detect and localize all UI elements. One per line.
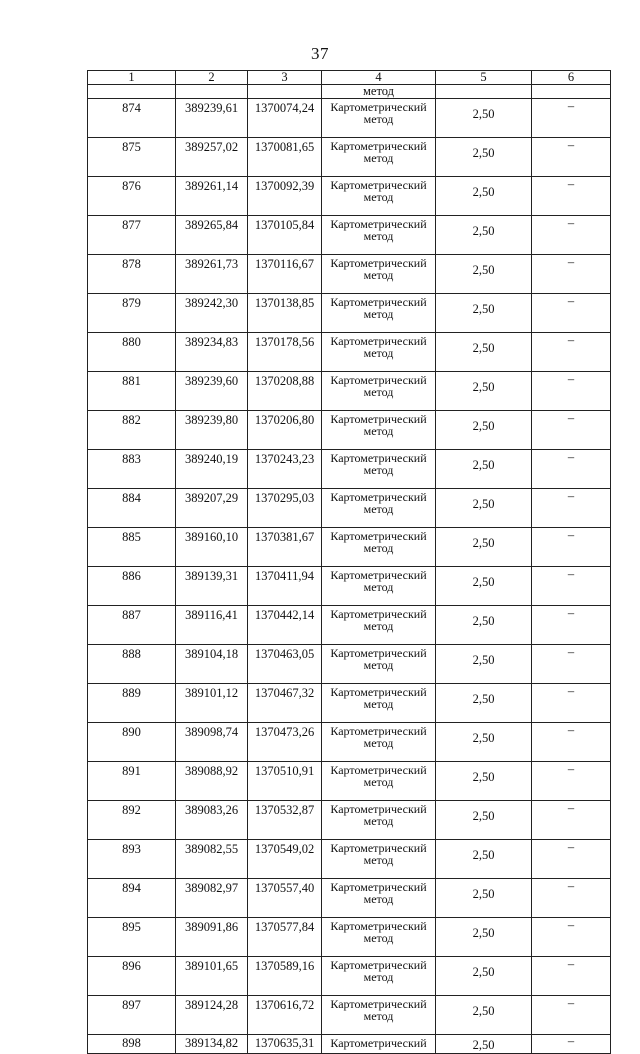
accuracy-cell: 2,50 xyxy=(436,723,532,762)
table-row xyxy=(88,879,611,918)
note-cell: – xyxy=(532,333,611,372)
y-coordinate-cell: 1370463,05 xyxy=(248,645,322,684)
method-cell: Картометрический метод xyxy=(322,450,436,489)
point-number-cell: 891 xyxy=(88,762,176,801)
note-cell: – xyxy=(532,684,611,723)
y-coordinate-cell: 1370092,39 xyxy=(248,177,322,216)
table-row xyxy=(88,294,611,333)
accuracy-cell: 2,50 xyxy=(436,801,532,840)
accuracy-cell: 2,50 xyxy=(436,1035,532,1054)
point-number-cell: 876 xyxy=(88,177,176,216)
x-coordinate-cell: 389104,18 xyxy=(176,645,248,684)
column-header: 2 xyxy=(176,71,248,85)
accuracy-cell: 2,50 xyxy=(436,372,532,411)
y-coordinate-cell: 1370549,02 xyxy=(248,840,322,879)
column-header: 3 xyxy=(248,71,322,85)
method-cell: Картометрический метод xyxy=(322,957,436,996)
y-coordinate-cell: 1370635,31 xyxy=(248,1035,322,1054)
accuracy-cell: 2,50 xyxy=(436,684,532,723)
accuracy-cell: 2,50 xyxy=(436,957,532,996)
method-cell: Картометрический метод xyxy=(322,489,436,528)
note-cell: – xyxy=(532,801,611,840)
note-cell: – xyxy=(532,918,611,957)
table-row xyxy=(88,138,611,177)
note-cell: – xyxy=(532,840,611,879)
x-coordinate-cell: 389088,92 xyxy=(176,762,248,801)
y-coordinate-cell: 1370074,24 xyxy=(248,99,322,138)
note-cell: – xyxy=(532,996,611,1035)
cell-empty xyxy=(532,85,611,99)
y-coordinate-cell: 1370208,88 xyxy=(248,372,322,411)
x-coordinate-cell: 389101,12 xyxy=(176,684,248,723)
accuracy-cell: 2,50 xyxy=(436,255,532,294)
table-row xyxy=(88,801,611,840)
cell-empty xyxy=(248,85,322,99)
column-header: 5 xyxy=(436,71,532,85)
accuracy-cell: 2,50 xyxy=(436,411,532,450)
note-cell: – xyxy=(532,411,611,450)
point-number-cell: 892 xyxy=(88,801,176,840)
page-number: 37 xyxy=(311,44,329,63)
y-coordinate-cell: 1370381,67 xyxy=(248,528,322,567)
accuracy-cell: 2,50 xyxy=(436,216,532,255)
point-number-cell: 875 xyxy=(88,138,176,177)
x-coordinate-cell: 389124,28 xyxy=(176,996,248,1035)
point-number-cell: 888 xyxy=(88,645,176,684)
note-cell: – xyxy=(532,99,611,138)
note-cell: – xyxy=(532,177,611,216)
x-coordinate-cell: 389091,86 xyxy=(176,918,248,957)
accuracy-cell: 2,50 xyxy=(436,177,532,216)
point-number-cell: 883 xyxy=(88,450,176,489)
y-coordinate-cell: 1370105,84 xyxy=(248,216,322,255)
table-row xyxy=(88,684,611,723)
point-number-cell: 881 xyxy=(88,372,176,411)
y-coordinate-cell: 1370616,72 xyxy=(248,996,322,1035)
x-coordinate-cell: 389242,30 xyxy=(176,294,248,333)
accuracy-cell: 2,50 xyxy=(436,450,532,489)
y-coordinate-cell: 1370116,67 xyxy=(248,255,322,294)
x-coordinate-cell: 389160,10 xyxy=(176,528,248,567)
y-coordinate-cell: 1370510,91 xyxy=(248,762,322,801)
point-number-cell: 878 xyxy=(88,255,176,294)
note-cell: – xyxy=(532,489,611,528)
y-coordinate-cell: 1370589,16 xyxy=(248,957,322,996)
table-row xyxy=(88,840,611,879)
table-row xyxy=(88,723,611,762)
table-row xyxy=(88,333,611,372)
accuracy-cell: 2,50 xyxy=(436,99,532,138)
method-cell: Картометрический метод xyxy=(322,216,436,255)
x-coordinate-cell: 389098,74 xyxy=(176,723,248,762)
y-coordinate-cell: 1370577,84 xyxy=(248,918,322,957)
table-row xyxy=(88,216,611,255)
x-coordinate-cell: 389082,97 xyxy=(176,879,248,918)
point-number-cell: 894 xyxy=(88,879,176,918)
coordinates-table xyxy=(87,70,611,1054)
accuracy-cell: 2,50 xyxy=(436,879,532,918)
y-coordinate-cell: 1370532,87 xyxy=(248,801,322,840)
method-cell: Картометрический метод xyxy=(322,801,436,840)
point-number-cell: 886 xyxy=(88,567,176,606)
table-row xyxy=(88,489,611,528)
x-coordinate-cell: 389101,65 xyxy=(176,957,248,996)
x-coordinate-cell: 389239,61 xyxy=(176,99,248,138)
note-cell: – xyxy=(532,216,611,255)
table-row xyxy=(88,762,611,801)
table-row xyxy=(88,645,611,684)
method-cell: Картометрический метод xyxy=(322,762,436,801)
column-header: 6 xyxy=(532,71,611,85)
point-number-cell: 887 xyxy=(88,606,176,645)
x-coordinate-cell: 389116,41 xyxy=(176,606,248,645)
method-cell: Картометрический метод xyxy=(322,645,436,684)
column-header: 1 xyxy=(88,71,176,85)
point-number-cell: 880 xyxy=(88,333,176,372)
y-coordinate-cell: 1370557,40 xyxy=(248,879,322,918)
method-cell: Картометрический метод xyxy=(322,684,436,723)
table-row xyxy=(88,372,611,411)
x-coordinate-cell: 389139,31 xyxy=(176,567,248,606)
x-coordinate-cell: 389239,60 xyxy=(176,372,248,411)
x-coordinate-cell: 389261,14 xyxy=(176,177,248,216)
note-cell: – xyxy=(532,606,611,645)
method-cell: Картометрический метод xyxy=(322,996,436,1035)
y-coordinate-cell: 1370138,85 xyxy=(248,294,322,333)
column-header: 4 xyxy=(322,71,436,85)
method-cell: Картометрический метод xyxy=(322,567,436,606)
method-cell: Картометрический метод xyxy=(322,840,436,879)
y-coordinate-cell: 1370467,32 xyxy=(248,684,322,723)
note-cell: – xyxy=(532,645,611,684)
method-cell: Картометрический метод xyxy=(322,606,436,645)
accuracy-cell: 2,50 xyxy=(436,918,532,957)
cell-empty xyxy=(88,85,176,99)
note-cell: – xyxy=(532,879,611,918)
accuracy-cell: 2,50 xyxy=(436,567,532,606)
x-coordinate-cell: 389082,55 xyxy=(176,840,248,879)
x-coordinate-cell: 389257,02 xyxy=(176,138,248,177)
accuracy-cell: 2,50 xyxy=(436,996,532,1035)
x-coordinate-cell: 389083,26 xyxy=(176,801,248,840)
accuracy-cell: 2,50 xyxy=(436,333,532,372)
accuracy-cell: 2,50 xyxy=(436,762,532,801)
table-row xyxy=(88,918,611,957)
method-cell: Картометрический метод xyxy=(322,918,436,957)
note-cell: – xyxy=(532,528,611,567)
note-cell: – xyxy=(532,723,611,762)
x-coordinate-cell: 389207,29 xyxy=(176,489,248,528)
table-row xyxy=(88,957,611,996)
header-row xyxy=(88,71,611,85)
note-cell: – xyxy=(532,1035,611,1054)
method-cell: Картометрический метод xyxy=(322,99,436,138)
point-number-cell: 897 xyxy=(88,996,176,1035)
table-row xyxy=(88,255,611,294)
table-row xyxy=(88,606,611,645)
point-number-cell: 890 xyxy=(88,723,176,762)
point-number-cell: 898 xyxy=(88,1035,176,1054)
y-coordinate-cell: 1370473,26 xyxy=(248,723,322,762)
x-coordinate-cell: 389240,19 xyxy=(176,450,248,489)
accuracy-cell: 2,50 xyxy=(436,606,532,645)
method-cell: Картометрический метод xyxy=(322,723,436,762)
point-number-cell: 882 xyxy=(88,411,176,450)
method-cell: Картометрический метод xyxy=(322,411,436,450)
table-row xyxy=(88,996,611,1035)
note-cell: – xyxy=(532,450,611,489)
table-row xyxy=(88,450,611,489)
y-coordinate-cell: 1370411,94 xyxy=(248,567,322,606)
point-number-cell: 879 xyxy=(88,294,176,333)
table-row xyxy=(88,1035,611,1054)
method-cell: Картометрический метод xyxy=(322,879,436,918)
y-coordinate-cell: 1370243,23 xyxy=(248,450,322,489)
continuation-row xyxy=(88,85,611,99)
method-cell: Картометрический метод xyxy=(322,177,436,216)
method-cell: Картометрический метод xyxy=(322,333,436,372)
accuracy-cell: 2,50 xyxy=(436,294,532,333)
point-number-cell: 874 xyxy=(88,99,176,138)
note-cell: – xyxy=(532,138,611,177)
note-cell: – xyxy=(532,762,611,801)
accuracy-cell: 2,50 xyxy=(436,489,532,528)
point-number-cell: 896 xyxy=(88,957,176,996)
method-cell: Картометрический метод xyxy=(322,138,436,177)
note-cell: – xyxy=(532,567,611,606)
cell-empty xyxy=(436,85,532,99)
continued-method-cell: метод xyxy=(322,85,436,99)
y-coordinate-cell: 1370442,14 xyxy=(248,606,322,645)
method-cell: Картометрический метод xyxy=(322,372,436,411)
table-row xyxy=(88,567,611,606)
method-cell: Картометрический xyxy=(322,1035,436,1054)
cell-empty xyxy=(176,85,248,99)
accuracy-cell: 2,50 xyxy=(436,645,532,684)
x-coordinate-cell: 389239,80 xyxy=(176,411,248,450)
x-coordinate-cell: 389261,73 xyxy=(176,255,248,294)
y-coordinate-cell: 1370206,80 xyxy=(248,411,322,450)
point-number-cell: 884 xyxy=(88,489,176,528)
table-row xyxy=(88,99,611,138)
method-cell: Картометрический метод xyxy=(322,528,436,567)
note-cell: – xyxy=(532,957,611,996)
table-row xyxy=(88,411,611,450)
table-row xyxy=(88,528,611,567)
accuracy-cell: 2,50 xyxy=(436,528,532,567)
note-cell: – xyxy=(532,294,611,333)
y-coordinate-cell: 1370178,56 xyxy=(248,333,322,372)
y-coordinate-cell: 1370295,03 xyxy=(248,489,322,528)
table-row xyxy=(88,177,611,216)
point-number-cell: 877 xyxy=(88,216,176,255)
method-cell: Картометрический метод xyxy=(322,294,436,333)
y-coordinate-cell: 1370081,65 xyxy=(248,138,322,177)
x-coordinate-cell: 389265,84 xyxy=(176,216,248,255)
accuracy-cell: 2,50 xyxy=(436,138,532,177)
point-number-cell: 889 xyxy=(88,684,176,723)
point-number-cell: 895 xyxy=(88,918,176,957)
accuracy-cell: 2,50 xyxy=(436,840,532,879)
note-cell: – xyxy=(532,372,611,411)
x-coordinate-cell: 389234,83 xyxy=(176,333,248,372)
point-number-cell: 893 xyxy=(88,840,176,879)
method-cell: Картометрический метод xyxy=(322,255,436,294)
x-coordinate-cell: 389134,82 xyxy=(176,1035,248,1054)
note-cell: – xyxy=(532,255,611,294)
point-number-cell: 885 xyxy=(88,528,176,567)
